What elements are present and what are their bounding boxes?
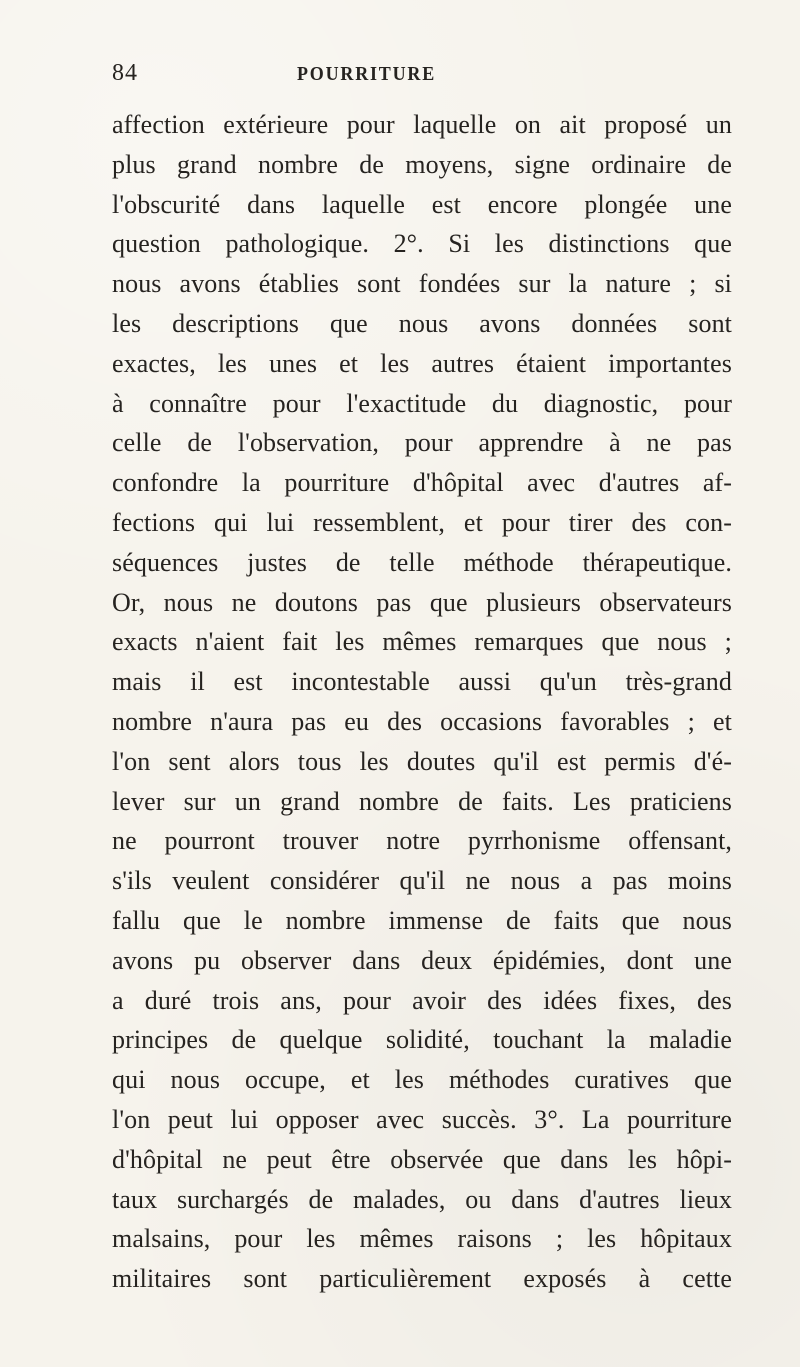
text-line: l'on sent alors tous les doutes qu'il est permis d'é- <box>112 746 732 776</box>
text-line: fallu que le nombre immense de faits que nous <box>112 905 732 935</box>
text-line: celle de l'observation, pour apprendre à ne pas <box>112 428 732 458</box>
text-line: l'on peut lui opposer avec succès. 3°. La pourriture <box>112 1104 732 1134</box>
text-line: malsains, pour les mêmes raisons ; les hôpitaux <box>112 1224 732 1254</box>
text-line: Or, nous ne doutons pas que plusieurs observateurs <box>112 587 732 617</box>
text-line: nous avons établies sont fondées sur la nature ; si <box>112 269 732 299</box>
body-text <box>112 105 732 1299</box>
text-line: d'hôpital ne peut être observée que dans les hôpi- <box>112 1144 732 1174</box>
page-header <box>112 60 732 86</box>
text-line: question pathologique. 2°. Si les distinctions que <box>112 229 732 259</box>
text-line: fections qui lui ressemblent, et pour tirer des con- <box>112 507 732 537</box>
text-line: avons pu observer dans deux épidémies, dont une <box>112 945 732 975</box>
text-line: l'obscurité dans laquelle est encore plongée une <box>112 189 732 219</box>
page-number: 84 <box>112 60 138 86</box>
text-line: s'ils veulent considérer qu'il ne nous a pas moins <box>112 866 732 896</box>
text-line: militaires sont particulièrement exposés à cette <box>112 1264 732 1294</box>
text-line: séquences justes de telle méthode thérapeutique. <box>112 547 732 577</box>
text-line: nombre n'aura pas eu des occasions favorables ; et <box>112 706 732 736</box>
text-line: principes de quelque solidité, touchant la maladie <box>112 1025 732 1055</box>
text-line: exacts n'aient fait les mêmes remarques que nous ; <box>112 627 732 657</box>
text-line: plus grand nombre de moyens, signe ordinaire de <box>112 149 732 179</box>
text-line: confondre la pourriture d'hôpital avec d'autres af- <box>112 468 732 498</box>
text-line: ne pourront trouver notre pyrrhonisme offensant, <box>112 826 732 856</box>
text-line: mais il est incontestable aussi qu'un très-grand <box>112 667 732 697</box>
text-line: taux surchargés de malades, ou dans d'autres lieux <box>112 1184 732 1214</box>
text-line: affection extérieure pour laquelle on ait proposé un <box>112 110 732 139</box>
text-line: à connaître pour l'exactitude du diagnostic, pour <box>112 388 732 418</box>
text-line: lever sur un grand nombre de faits. Les praticiens <box>112 786 732 816</box>
text-line: qui nous occupe, et les méthodes curatives que <box>112 1065 732 1095</box>
running-title: POURRITURE <box>297 63 437 85</box>
text-line: exactes, les unes et les autres étaient importantes <box>112 348 732 378</box>
text-line: a duré trois ans, pour avoir des idées fixes, des <box>112 985 732 1015</box>
text-line: les descriptions que nous avons données sont <box>112 308 732 338</box>
